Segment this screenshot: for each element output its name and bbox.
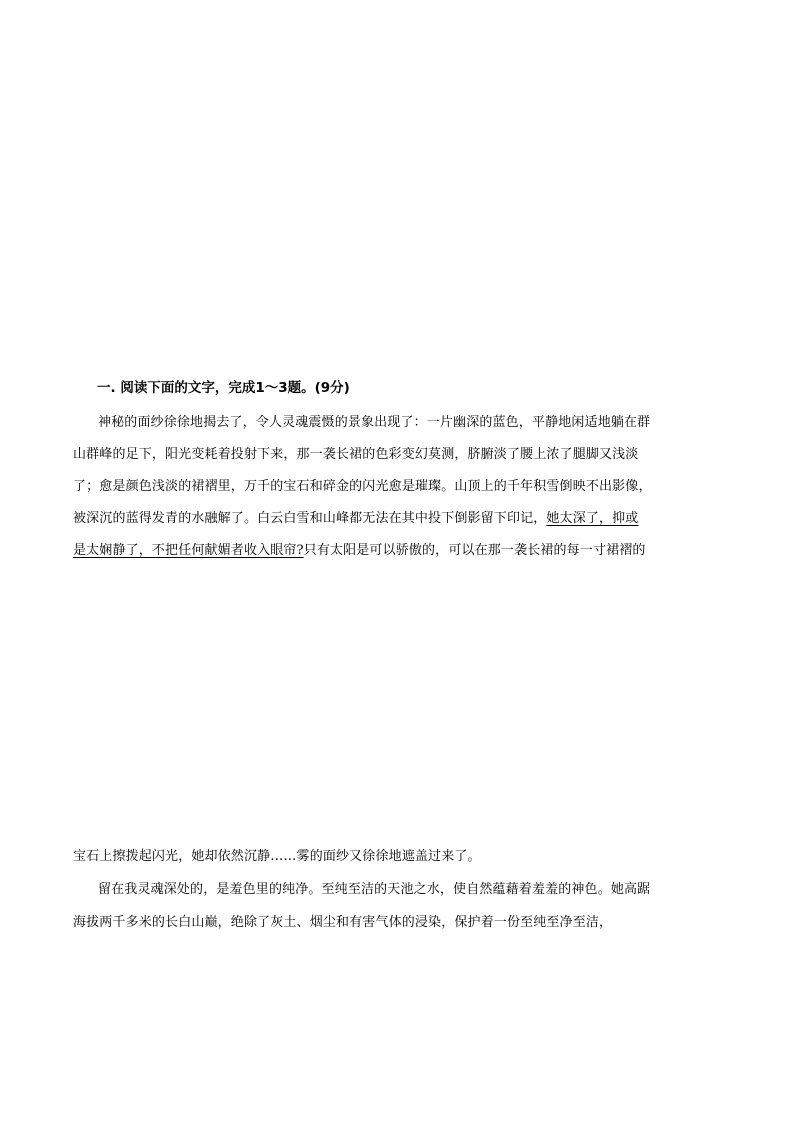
passage-line <box>73 509 638 529</box>
question-heading: 一. 阅读下面的文字，完成1～3题。(9分) <box>97 380 350 396</box>
passage-line: 留在我灵魂深处的，是羞色里的纯净。至纯至洁的天池之水，使自然蕴藉着羞羞的神色。她高踞 <box>98 882 651 897</box>
passage-line: 山群峰的足下，阳光变耗着投射下来，那一袭长裙的色彩变幻莫测，脐腑淡了腰上浓了腿脚又浅淡 <box>73 447 639 462</box>
passage-line: 宝石上擦拨起闪光，她却依然沉静……雾的面纱又徐徐地遮盖过来了。 <box>73 849 481 864</box>
passage-text: 只有太阳是可以骄傲的，可以在那一袭长裙的每一寸裙褶的 <box>303 543 646 558</box>
passage-line: 了；愈是颜色浅淡的裙褶里，万千的宝石和碎金的闪光愈是璀璨。山顶上的千年积雪倒映不出影像， <box>73 479 652 494</box>
passage-line: 神秘的面纱徐徐地揭去了，令人灵魂震慑的景象出现了：一片幽深的蓝色，平静地闲适地躺在群 <box>98 415 651 430</box>
passage-text: 被深沉的蓝得发青的水融解了。白云白雪和山峰都无法在其中投下倒影留下印记， <box>73 511 547 526</box>
passage-line: 海拔两千多米的长白山巅，绝除了灰土、烟尘和有害气体的浸染，保护着一份至纯至净至洁， <box>73 915 613 930</box>
underlined-sentence: 是太娴静了，不把任何献媚者收入眼帘? <box>73 543 304 558</box>
passage-line <box>73 541 646 561</box>
underlined-sentence: 她太深了，抑或 <box>546 511 639 526</box>
